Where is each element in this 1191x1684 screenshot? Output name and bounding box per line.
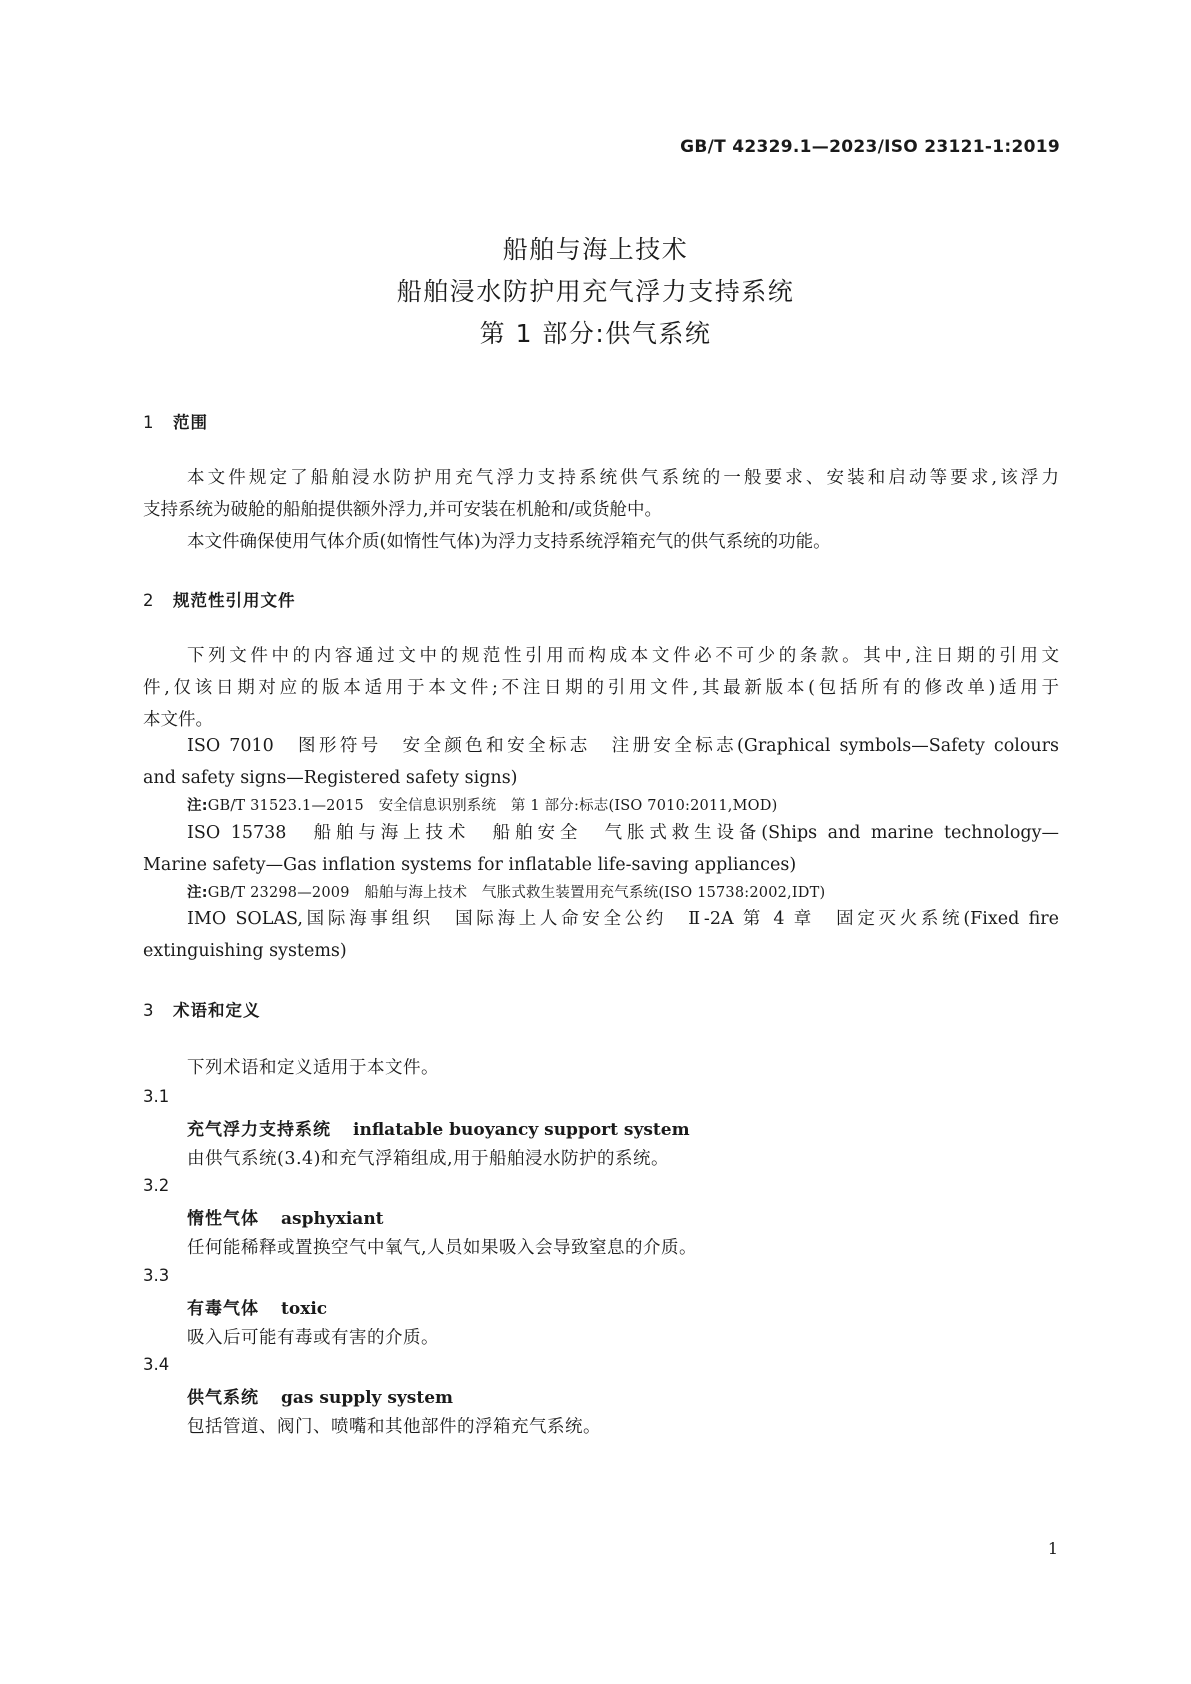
title-line-2: 船舶浸水防护用充气浮力支持系统 [396, 277, 795, 306]
term-en: inflatable buoyancy support system [353, 1120, 690, 1140]
term-number: 3.4 [143, 1355, 170, 1374]
text-line: ISO 15738 船舶与海上技术 船舶安全 气胀式救生设备(Ships and marine technology— [187, 823, 1059, 843]
text-line: extinguishing systems) [143, 941, 347, 961]
text-line: 件,仅该日期对应的版本适用于本文件;不注日期的引用文件,其最新版本(包括所有的修改单)适用于 [143, 678, 1059, 698]
section-heading-scope [143, 409, 208, 433]
section-heading-normative-references [143, 587, 296, 611]
text-line: IMO SOLAS,国际海事组织 国际海上人命安全公约 Ⅱ-2A 第 4 章 固定灭火系统(Fixed fire [187, 909, 1059, 929]
term-definition: 包括管道、阀门、喷嘴和其他部件的浮箱充气系统。 [187, 1417, 601, 1437]
title-line-1: 船舶与海上技术 [502, 235, 689, 264]
term-en: toxic [281, 1299, 328, 1319]
term-zh: 有毒气体 [187, 1299, 259, 1319]
note-label: 注: [187, 885, 208, 901]
term-entry [187, 1204, 384, 1229]
scope-paragraph-1 [143, 462, 1059, 558]
term-number: 3.1 [143, 1087, 170, 1106]
text-line: 本文件确保使用气体介质(如惰性气体)为浮力支持系统浮箱充气的供气系统的功能。 [187, 532, 831, 552]
references-intro [143, 640, 1059, 736]
title-line-3: 第 1 部分:供气系统 [479, 319, 712, 348]
section-title: 术语和定义 [173, 1001, 261, 1020]
section-number: 1 [143, 413, 155, 432]
term-number: 3.2 [143, 1176, 170, 1195]
text-line: and safety signs—Registered safety signs) [143, 768, 518, 788]
reference-imo-solas [143, 903, 1059, 967]
term-zh: 充气浮力支持系统 [187, 1120, 331, 1140]
section-title: 规范性引用文件 [173, 591, 296, 610]
text-line: 本文件规定了船舶浸水防护用充气浮力支持系统供气系统的一般要求、安装和启动等要求,该浮力 [187, 468, 1059, 488]
text-line: 本文件。 [143, 710, 213, 730]
reference-note-2 [187, 881, 825, 902]
term-entry [187, 1383, 453, 1408]
term-zh: 惰性气体 [187, 1209, 259, 1229]
term-en: gas supply system [281, 1388, 454, 1408]
term-number: 3.3 [143, 1266, 170, 1285]
note-text: GB/T 23298—2009 船舶与海上技术 气胀式救生装置用充气系统(ISO 15738:2002,IDT) [207, 885, 826, 901]
term-entry [187, 1115, 690, 1140]
standard-code-header: GB/T 42329.1—2023/ISO 23121-1:2019 [680, 137, 1060, 157]
reference-iso-7010 [143, 730, 1059, 794]
text-line: Marine safety—Gas inflation systems for inflatable life-saving appliances) [143, 855, 797, 875]
section-heading-terms [143, 997, 261, 1021]
note-label: 注: [187, 798, 208, 814]
terms-intro: 下列术语和定义适用于本文件。 [187, 1058, 439, 1078]
term-definition: 吸入后可能有毒或有害的介质。 [187, 1328, 439, 1348]
section-title: 范围 [173, 413, 208, 432]
text-line: 支持系统为破舱的船舶提供额外浮力,并可安装在机舱和/或货舱中。 [143, 500, 662, 520]
reference-iso-15738 [143, 817, 1059, 881]
text-line: ISO 7010 图形符号 安全颜色和安全标志 注册安全标志(Graphical symbols—Safety colours [187, 736, 1059, 756]
text-line: 下列文件中的内容通过文中的规范性引用而构成本文件必不可少的条款。其中,注日期的引用文 [187, 646, 1059, 666]
term-definition: 由供气系统(3.4)和充气浮箱组成,用于船舶浸水防护的系统。 [187, 1149, 670, 1169]
section-number: 3 [143, 1001, 155, 1020]
note-text: GB/T 31523.1—2015 安全信息识别系统 第 1 部分:标志(ISO 7010:2011,MOD) [207, 798, 778, 814]
section-number: 2 [143, 591, 155, 610]
term-entry [187, 1294, 327, 1319]
term-definition: 任何能稀释或置换空气中氧气,人员如果吸入会导致窒息的介质。 [187, 1238, 698, 1258]
term-zh: 供气系统 [187, 1388, 259, 1408]
page-number: 1 [1047, 1539, 1058, 1558]
reference-note-1 [187, 794, 777, 815]
term-en: asphyxiant [281, 1209, 384, 1229]
